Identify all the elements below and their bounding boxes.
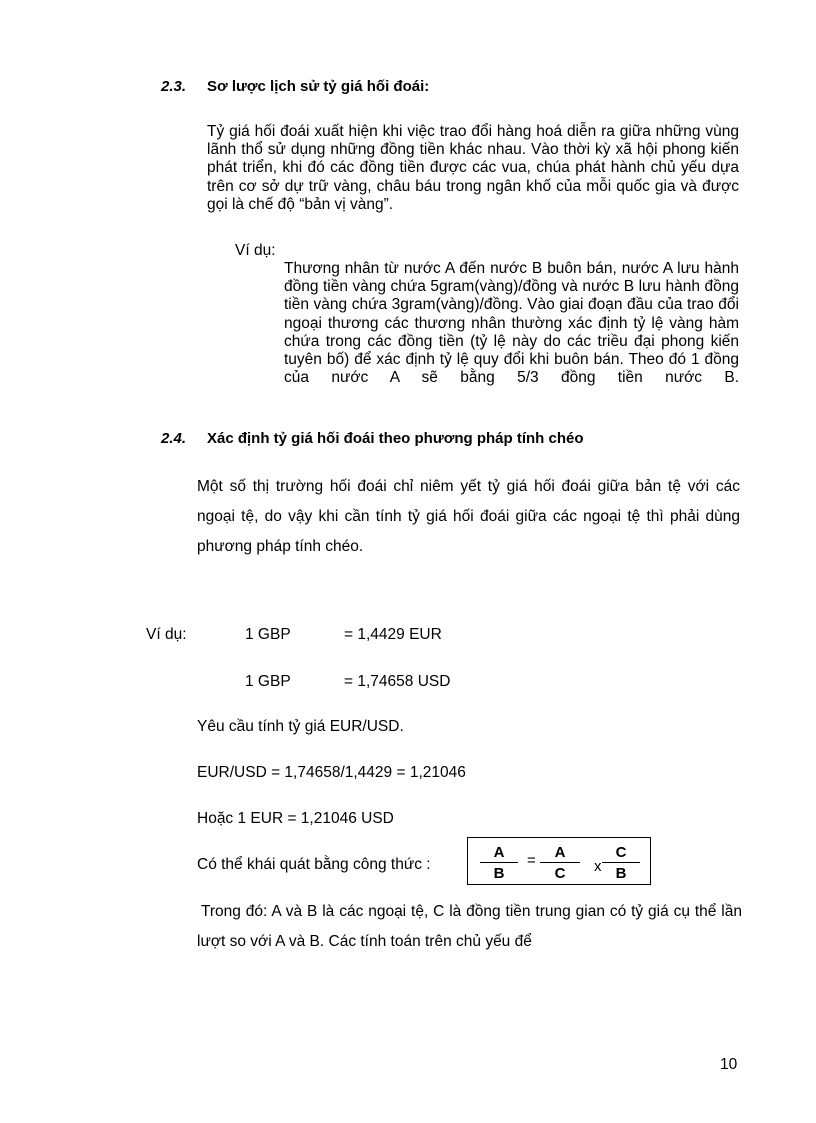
- alternative-text: Hoặc 1 EUR = 1,21046 USD: [197, 810, 394, 827]
- section-2-4-paragraph: [197, 472, 740, 562]
- explanation-paragraph: [197, 897, 742, 957]
- section-2-4-paragraph-text: Một số thị trường hối đoái chỉ niêm yết tỷ giá hối đoái giữa bản tệ với các ngoại tệ, do vậy khi cần tính tỷ giá hối đoái giữa các ngoại tệ thì phải dùng phương pháp tính chéo.: [197, 478, 740, 555]
- formula-equals: =: [527, 852, 536, 869]
- rate-1-left: 1 GBP: [245, 626, 291, 643]
- section-2-4-example-label: Ví dụ:: [146, 626, 187, 643]
- formula-f2-denominator: B: [615, 865, 627, 882]
- fraction-bar: [602, 862, 640, 863]
- section-2-3-example-label: Ví dụ:: [235, 242, 276, 259]
- formula-fraction-1: [540, 844, 580, 882]
- formula-lhs-fraction: [480, 844, 518, 882]
- section-2-3-example-text: Thương nhân từ nước A đến nước B buôn bán, nước A lưu hành đồng tiền vàng chứa 5gram(vàng)/đồng và nước B lưu hành đồng tiền vàng chứa 3gram(vàng)/đồng. Vào giai đoạn đầu của trao đổi ngoại thương các thương nhân thường xác định tỷ lệ vàng hàm chứa trong các đồng tiền (tỷ lệ này do các triều đại phong kiến tuyên bố) để xác định tỷ lệ quy đổi khi buôn bán. Theo đó 1 đồng của nước A sẽ bằng 5/3 đồng tiền nước B.: [284, 260, 739, 387]
- calculation-text: EUR/USD = 1,74658/1,4429 = 1,21046: [197, 764, 466, 781]
- requirement-text: Yêu cầu tính tỷ giá EUR/USD.: [197, 718, 404, 735]
- page-number: 10: [720, 1056, 738, 1073]
- section-2-4-number: 2.4.: [161, 430, 187, 447]
- rate-2-right: = 1,74658 USD: [344, 673, 451, 690]
- formula-lhs-denominator: B: [493, 865, 505, 882]
- section-2-3-example: [284, 260, 739, 387]
- formula-box: [467, 837, 651, 885]
- rate-2-left: 1 GBP: [245, 673, 291, 690]
- formula-f1-numerator: A: [554, 844, 566, 861]
- formula-intro: Có thể khái quát bằng công thức :: [197, 856, 431, 873]
- section-2-3-number: 2.3.: [161, 78, 187, 95]
- fraction-bar: [480, 862, 518, 863]
- rate-1-right: = 1,4429 EUR: [344, 626, 442, 643]
- formula-times: x: [594, 858, 602, 875]
- formula-fraction-2: [602, 844, 640, 882]
- formula-lhs-numerator: A: [493, 844, 505, 861]
- section-2-3-heading: [161, 78, 429, 95]
- section-2-3-title: Sơ lược lịch sử tỷ giá hối đoái:: [207, 78, 430, 95]
- formula-f1-denominator: C: [554, 865, 566, 882]
- section-2-3-paragraph: [207, 123, 739, 214]
- section-2-3-paragraph-text: Tỷ giá hối đoái xuất hiện khi việc trao đổi hàng hoá diễn ra giữa những vùng lãnh thổ sử dụng những đồng tiền khác nhau. Vào thời kỳ xã hội phong kiến phát triển, khi đó các đồng tiền được các vua, chúa phát hành chủ yếu dựa trên cơ sở dự trữ vàng, châu báu trong ngân khố của mỗi quốc gia và được gọi là chế độ “bản vị vàng”.: [207, 123, 739, 213]
- fraction-bar: [540, 862, 580, 863]
- formula-f2-numerator: C: [615, 844, 627, 861]
- section-2-4-heading: [161, 430, 584, 447]
- section-2-4-title: Xác định tỷ giá hối đoái theo phương pháp tính chéo: [207, 430, 584, 447]
- explanation-text: Trong đó: A và B là các ngoại tệ, C là đồng tiền trung gian có tỷ giá cụ thể lần lượt so với A và B. Các tính toán trên chủ yếu để: [197, 903, 742, 950]
